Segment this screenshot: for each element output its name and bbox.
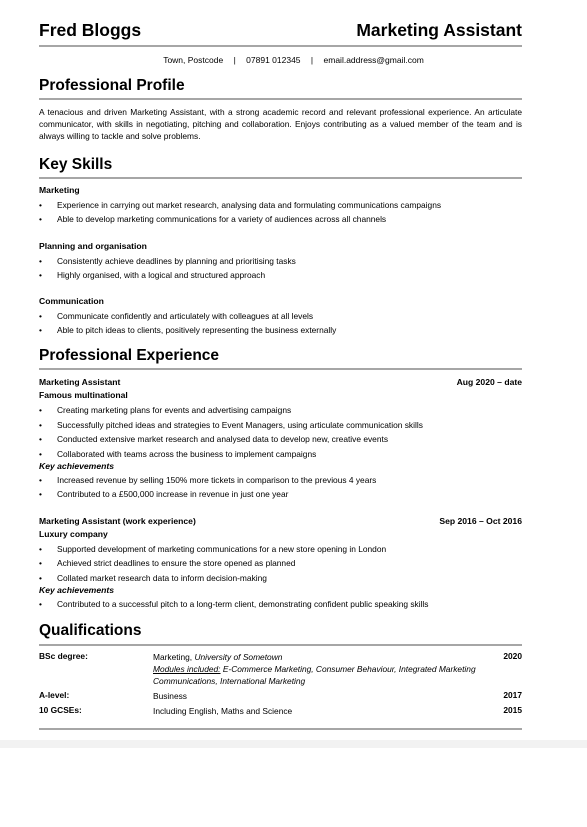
qualification-label: A-level: bbox=[39, 690, 70, 700]
skill-group-title: Planning and organisation bbox=[39, 241, 147, 251]
job-dates: Sep 2016 – Oct 2016 bbox=[439, 516, 522, 526]
contact-separator: | bbox=[310, 55, 314, 65]
bullet-icon: • bbox=[39, 475, 42, 485]
cv-page: Fred Bloggs Marketing Assistant Town, Postcode | 07891 012345 | email.address@gmail.com Professional Profile A tenacious and driven Marketing Assistant, with a strong academic record and relevant professional experience. An articulate communicator, with skills in negotiating, pitching and collaboration. Enjoys contributing as a valued member of the team and is always willing to tackle and solve problems. Key Skills Marketing • Experience in carrying out market research, analysing data and formulating communications campaigns • Able to develop marketing communications for a variety of audiences across all channels Planning and organisation • Consistently achieve deadlines by planning and prioritising tasks • Highly organised, with a logical and structured approach Communication • Communicate confidently and articulately with colleagues at all levels • Able to pitch ideas to clients, positively representing the business externally Professional Experience Marketing Assistant Aug 2020 – date Famous multinational • Creating marketing plans for events and advertising campaigns • Successfully pitched ideas and strategies to Event Managers, using articulate communication skills • Conducted extensive market research and analysed data to develop new, creative events • Collaborated with teams across the business to implement campaigns Key achievements • Increased revenue by selling 150% more tickets in comparison to the previous 4 years • Contributed to a £500,000 increase in revenue in just one year Marketing Assistant (work experience) Sep 2016 – Oct 2016 Luxury company • Supported development of marketing communications for a new store opening in London • Achieved strict deadlines to ensure the store opened as planned • Collated market research data to inform decision-making Key achievements • Contributed to a successful pitch to a long-term client, demonstrating confident public speaking skills Qualifications BSc degree: Marketing, University of Sometown Modules included: E-Commerce Marketing, Consumer Behaviour, Integrated Marketing Communications, International Marketing 2020 A-level: Business 2017 10 GCSEs: Including English, Maths and Science 2015 bbox=[0, 0, 587, 740]
job-company: Luxury company bbox=[39, 529, 108, 539]
bullet-icon: • bbox=[39, 449, 42, 459]
job-role: Marketing Assistant bbox=[39, 377, 121, 387]
bullet-icon: • bbox=[39, 573, 42, 583]
bullet-icon: • bbox=[39, 420, 42, 430]
bullet-icon: • bbox=[39, 325, 42, 335]
candidate-name: Fred Bloggs bbox=[39, 20, 142, 40]
header-divider bbox=[39, 45, 522, 47]
contact-line bbox=[0, 55, 587, 65]
profile-text: A tenacious and driven Marketing Assistant, with a strong academic record and relevant professional experience. An articulate communicator, with skills in negotiating, pitching and collaboration. Enjoys contributing as a valued member of the team and is always willing to tackle and solve problems. bbox=[39, 107, 522, 141]
contact-email[interactable]: email.address@gmail.com bbox=[323, 55, 424, 65]
bullet-icon: • bbox=[39, 544, 42, 554]
bullet-icon: • bbox=[39, 489, 42, 499]
section-heading-profile: Professional Profile bbox=[39, 77, 185, 94]
job-role: Marketing Assistant (work experience) bbox=[39, 516, 196, 526]
job-company: Famous multinational bbox=[39, 390, 128, 400]
qualification-label: 10 GCSEs: bbox=[39, 705, 82, 715]
bullet-icon: • bbox=[39, 434, 42, 444]
job-title: Marketing Assistant bbox=[356, 20, 522, 40]
skill-group-title: Communication bbox=[39, 296, 104, 306]
qualification-label: BSc degree: bbox=[39, 651, 88, 661]
section-heading-experience: Professional Experience bbox=[39, 347, 220, 364]
section-divider bbox=[39, 644, 522, 646]
modules-label: Modules included: bbox=[153, 664, 221, 674]
qualification-detail: Marketing, University of Sometown Modules included: E-Commerce Marketing, Consumer Behaviour, Integrated Marketing Communications, International Marketing bbox=[153, 652, 476, 686]
skill-group-title: Marketing bbox=[39, 185, 80, 195]
bullet-icon: • bbox=[39, 256, 42, 266]
page-bottom-band bbox=[0, 740, 587, 748]
section-heading-qualifications: Qualifications bbox=[39, 622, 142, 639]
cv-header bbox=[39, 20, 522, 44]
bullet-icon: • bbox=[39, 200, 42, 210]
bullet-icon: • bbox=[39, 405, 42, 415]
bullet-icon: • bbox=[39, 599, 42, 609]
section-heading-skills: Key Skills bbox=[39, 156, 113, 173]
qualification-year: 2015 bbox=[503, 705, 522, 715]
contact-address: Town, Postcode bbox=[163, 55, 224, 65]
modules-list: E-Commerce Marketing, Consumer Behaviour, Integrated Marketing Communications, International Marketing bbox=[153, 664, 476, 686]
bullet-icon: • bbox=[39, 558, 42, 568]
qualification-detail: Business bbox=[153, 691, 187, 701]
achievements-label: Key achievements bbox=[39, 461, 114, 471]
bullet-icon: • bbox=[39, 214, 42, 224]
achievements-label: Key achievements bbox=[39, 585, 114, 595]
bullet-icon: • bbox=[39, 270, 42, 280]
qualification-year: 2020 bbox=[503, 651, 522, 661]
contact-phone: 07891 012345 bbox=[246, 55, 301, 65]
section-divider bbox=[39, 98, 522, 100]
bottom-divider bbox=[39, 728, 522, 730]
qualification-detail: Including English, Maths and Science bbox=[153, 706, 293, 716]
section-divider bbox=[39, 368, 522, 370]
bullet-icon: • bbox=[39, 311, 42, 321]
job-dates: Aug 2020 – date bbox=[456, 377, 522, 387]
section-divider bbox=[39, 177, 522, 179]
qualification-year: 2017 bbox=[503, 690, 522, 700]
contact-separator: | bbox=[233, 55, 236, 65]
